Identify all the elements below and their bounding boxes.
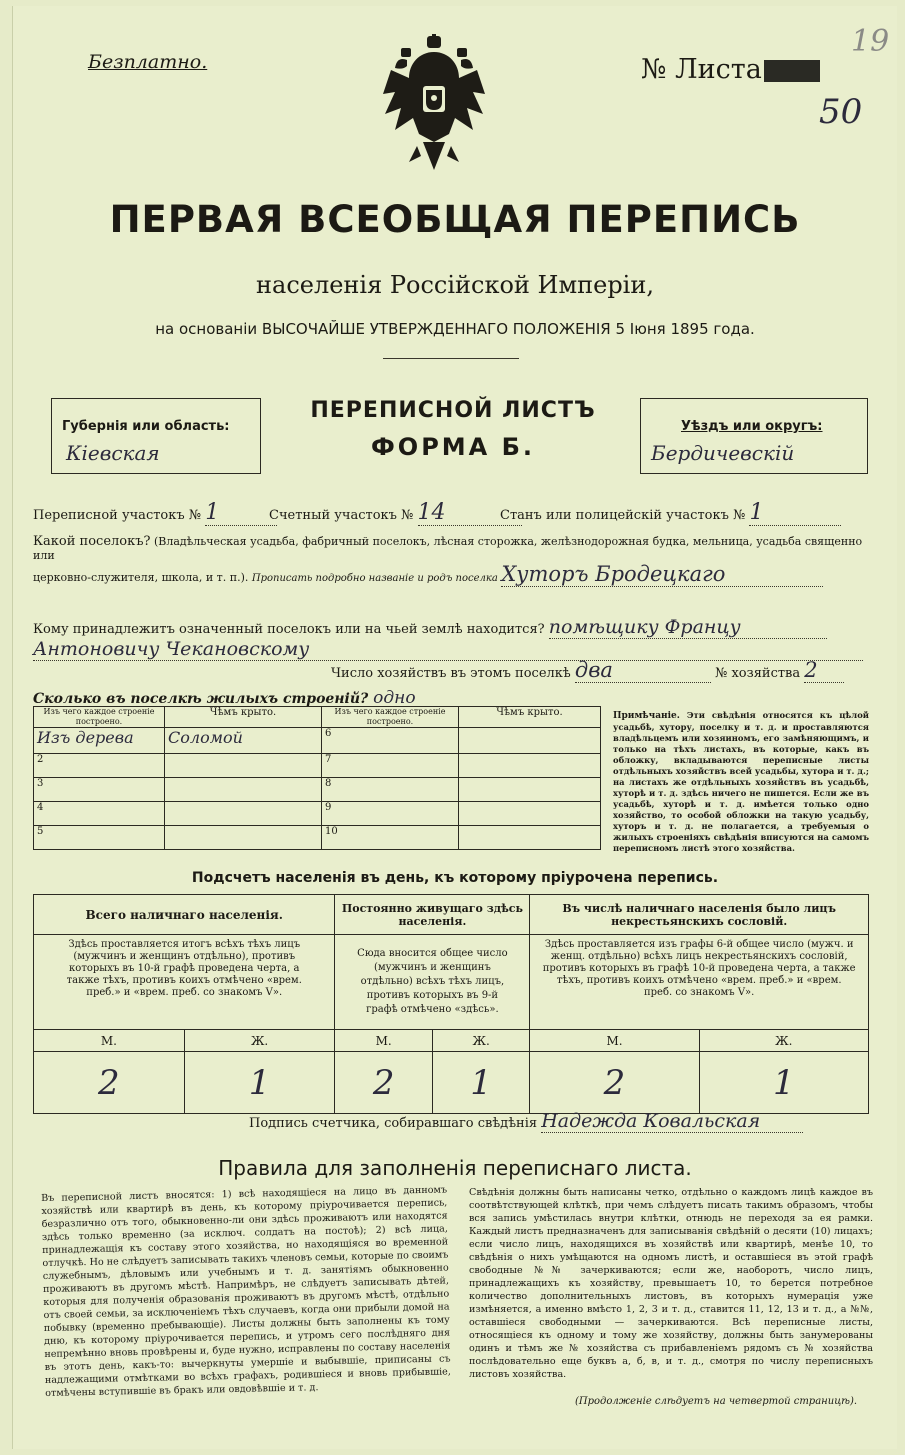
table-row: 7 bbox=[322, 754, 459, 778]
f-label: Ж. bbox=[699, 1030, 868, 1052]
sheet-number-label: № Листа bbox=[641, 54, 820, 85]
settlement-hint: (Владѣльческая усадьба, фабричный поселокъ, лѣсная сторожка, желѣзнодорожная будка, мельница, усадьба священно или bbox=[33, 535, 863, 562]
count-total-m: 2 bbox=[34, 1052, 185, 1114]
rules-continuation: (Продолженіе слѣдуетъ на четвертой страницѣ). bbox=[575, 1396, 858, 1407]
counting-district-value: 14 bbox=[418, 500, 522, 526]
count-nonpeasant-f: 1 bbox=[699, 1052, 868, 1114]
count-col3-text: Здѣсь проставляется изъ графы 6-й общее число (мужч. и женщ. отдѣльно) всѣхъ лицъ некрестьянскихъ сословій, противъ которыхъ въ графѣ 10-й проведена черта, а также тѣхъ, противъ коихъ отмѣчено «врем. преб.» и «врем. преб. со знакомъ V». bbox=[530, 935, 869, 1030]
counting-district-field: Счетный участокъ № 14 bbox=[269, 500, 522, 526]
page-subtitle: населенія Россійской Имперіи, bbox=[256, 271, 654, 299]
table-cell bbox=[459, 802, 601, 826]
rules-heading: Правила для заполненія переписнаго листа. bbox=[218, 1156, 692, 1180]
rules-left-column: Въ переписной листъ вносятся: 1) всѣ находящіеся на лицо въ данномъ хозяйствѣ или квартирѣ въ день, къ которому пріурочивается перепись, безразлично отъ того, обыкновенно-ли они здѣсь проживаютъ или находятся здѣсь только временно (за исключ. солдатъ на постоѣ); 2) всѣ лица, принадлежащія къ составу этого хозяйства, но находящіяся во временной отлучкѣ. Но не слѣдуетъ записывать такихъ членовъ семьи, которые по своимъ служебнымъ, дѣловымъ или учебнымъ и т. д. занятіямъ обыкновенно проживаютъ въ другомъ мѣстѣ. Напримѣръ, не слѣдуетъ записывать дѣтей, которыя для полученія образованія проживаютъ въ другомъ мѣстѣ, отдѣльно отъ своей семьи, за исключеніемъ тѣхъ случаевъ, когда они прибыли домой на побывку (временно пребывающіе). Листы должны быть заполнены къ тому дню, къ которому пріурочивается перепись, и утромъ сего послѣдняго дня непремѣнно вновь провѣрены и, буде нужно, исправлены по составу населенія въ этотъ день, какъ-то: вычеркнуты умершіе и выбывшіе, приписаны съ надлежащими отмѣтками во всѣхъ графахъ, родившіеся и вновь прибывшіе, отмѣчены вступившіе въ бракъ или овдовѣвшіе и т. д. bbox=[41, 1184, 451, 1399]
f-label: Ж. bbox=[184, 1030, 335, 1052]
table-cell: Соломой bbox=[165, 728, 322, 754]
m-label: М. bbox=[34, 1030, 185, 1052]
table-cell bbox=[165, 778, 322, 802]
form-subtitle: ФОРМА Б. bbox=[370, 433, 535, 461]
count-heading: Подсчетъ населенія въ день, къ которому пріурочена перепись. bbox=[191, 870, 719, 886]
table-cell bbox=[165, 802, 322, 826]
table-cell bbox=[459, 826, 601, 850]
count-col1-text: Здѣсь проставляется итогъ всѣхъ тѣхъ лицъ (мужчинъ и женщинъ отдѣльно), противъ которыхъ въ 10-й графѣ проведена черта, а также тѣхъ, противъ коихъ отмѣчено «врем. преб.» и «врем. преб. со знакомъ V». bbox=[34, 935, 335, 1030]
settlement-label: Какой поселокъ? bbox=[33, 534, 151, 549]
census-district-field: Переписной участокъ № 1 bbox=[33, 500, 277, 526]
settlement-field-line2 bbox=[33, 562, 883, 587]
settlement-hint2: церковно-служителя, школа, и т. п.). bbox=[33, 571, 249, 584]
count-permanent-f: 1 bbox=[432, 1052, 529, 1114]
uezd-box bbox=[640, 398, 868, 474]
table-cell bbox=[459, 778, 601, 802]
double-headed-eagle-emblem bbox=[379, 34, 489, 174]
table-row: 8 bbox=[322, 778, 459, 802]
f-label: Ж. bbox=[432, 1030, 529, 1052]
table-cell bbox=[165, 826, 322, 850]
household-no-value: 2 bbox=[804, 658, 844, 683]
table-row: 2 bbox=[34, 754, 165, 778]
m-label: М. bbox=[335, 1030, 432, 1052]
table-row: 4 bbox=[34, 802, 165, 826]
form-title-block bbox=[273, 398, 633, 461]
owner-value-1: помѣщику Францу bbox=[549, 616, 827, 639]
settlement-value: Хуторъ Бродецкаго bbox=[501, 562, 823, 587]
gubernia-box bbox=[51, 398, 261, 474]
gubernia-value: Кіевская bbox=[66, 441, 160, 465]
table-cell bbox=[165, 754, 322, 778]
buildings-label: Сколько въ поселкѣ жилыхъ строеній? bbox=[33, 691, 369, 707]
table-row: 5 bbox=[34, 826, 165, 850]
buildings-field bbox=[33, 688, 416, 708]
buildings-value: одно bbox=[373, 688, 416, 708]
col-header-roof: Чѣмъ крыто. bbox=[165, 707, 322, 728]
col-header-material-2: Изъ чего каждое строеніе построено. bbox=[322, 707, 459, 728]
redaction-mark bbox=[764, 60, 820, 82]
table-row: 3 bbox=[34, 778, 165, 802]
count-col2-text: Сюда вносится общее число (мужчинъ и женщинъ отдѣльно) всѣхъ тѣхъ лицъ, противъ которыхъ въ 9-й графѣ отмѣчено «здѣсь». bbox=[335, 935, 530, 1030]
note-text: Эти свѣдѣнія относятся къ цѣлой усадьбѣ, хутору, поселку и т. д. и проставляются владѣльцемъ или хозяиномъ, его замѣняющимъ, и только на тѣхъ листахъ, въ которые, какъ въ обложку, вкладываются переписные листы отдѣльныхъ хозяйствъ всей усадьбы, хутора и т. д.; на листахъ же отдѣльныхъ хозяйствъ въ усадьбѣ, хуторѣ и т. д. здѣсь ничего не пишется. Если же въ усадьбѣ, хуторѣ и т. д. имѣется только одно хозяйство, то особой обложки на такую усадьбу, хуторъ и т. д. не полагается, а требуемыя о жилыхъ строеніяхъ свѣдѣнія вписуются на самомъ переписномъ листѣ этого хозяйства. bbox=[613, 710, 869, 853]
settlement-field bbox=[33, 534, 883, 562]
note-title: Примѣчаніе. bbox=[613, 711, 680, 721]
owner-label: Кому принадлежитъ означенный поселокъ или на чьей землѣ находится? bbox=[33, 622, 545, 637]
count-permanent-m: 2 bbox=[335, 1052, 432, 1114]
settlement-instruction: Прописать подробно названіе и родъ поселка bbox=[251, 573, 498, 584]
count-nonpeasant-m: 2 bbox=[530, 1052, 699, 1114]
households-value: два bbox=[575, 658, 711, 683]
buildings-note bbox=[613, 710, 869, 854]
count-col1-title: Всего наличнаго населенія. bbox=[34, 895, 335, 935]
census-district-value: 1 bbox=[205, 500, 277, 526]
table-row: 6 bbox=[322, 728, 459, 754]
households-label: Число хозяйствъ въ этомъ поселкѣ bbox=[331, 666, 571, 681]
stan-value: 1 bbox=[749, 500, 841, 526]
col-header-material: Изъ чего каждое строеніе построено. bbox=[34, 707, 165, 728]
free-label: Безплатно. bbox=[88, 51, 208, 73]
signature-field bbox=[249, 1110, 803, 1133]
col-header-roof-2: Чѣмъ крыто. bbox=[459, 707, 601, 728]
m-label: М. bbox=[530, 1030, 699, 1052]
owner-field bbox=[33, 616, 883, 639]
uezd-label: Уѣздъ или округъ: bbox=[681, 419, 823, 434]
count-total-f: 1 bbox=[184, 1052, 335, 1114]
pencil-number: 19 bbox=[851, 24, 890, 59]
page-title: ПЕРВАЯ ВСЕОБЩАЯ ПЕРЕПИСЬ bbox=[109, 198, 801, 241]
divider bbox=[383, 358, 519, 359]
table-row: 9 bbox=[322, 802, 459, 826]
census-sheet bbox=[12, 6, 897, 1449]
household-no-label: № хозяйства bbox=[715, 666, 801, 681]
table-row: 10 bbox=[322, 826, 459, 850]
count-col2-title: Постоянно живущаго здѣсь населенія. bbox=[335, 895, 530, 935]
buildings-table bbox=[33, 706, 601, 850]
population-count-table bbox=[33, 894, 869, 1114]
table-row: Изъ дерева bbox=[34, 728, 165, 754]
gubernia-label: Губернія или область: bbox=[62, 419, 230, 434]
legal-basis: на основаніи ВЫСОЧАЙШЕ УТВЕРЖДЕННАГО ПОЛОЖЕНІЯ 5 Іюня 1895 года. bbox=[155, 320, 755, 338]
table-cell bbox=[459, 754, 601, 778]
count-col3-title: Въ числѣ наличнаго населенія было лицъ некрестьянскихъ сословій. bbox=[530, 895, 869, 935]
rules-right-column: Свѣдѣнія должны быть написаны четко, отдѣльно о каждомъ лицѣ каждое въ соотвѣтствующей клѣткѣ, при чемъ слѣдуетъ писать такимъ образомъ, чтобы вся запись умѣстилась внутри клѣтки, отнюдь не переходя за ея рамки. Каждый листъ предназначенъ для записыванія свѣдѣній о десяти (10) лицахъ; если число лицъ, находящихся въ хозяйствѣ или квартирѣ, менѣе 10, то свѣдѣнія о нихъ умѣщаются на одномъ листѣ, и оставшіеся въ этой графѣ свободные №№ зачеркиваются; если же, наоборотъ, число лицъ, принадлежащихъ къ хозяйству, превышаетъ 10, то берется потребное количество дополнительныхъ листовъ, въ которыхъ нумерація уже измѣняется, а именно вмѣсто 1, 2, 3 и т. д., ставится 11, 12, 13 и т. д., а №№, оставшіеся свободными — зачеркиваются. Всѣ переписные листы, относящіеся къ одному и тому же хозяйству, должны быть занумерованы одинъ и тѣмъ же № хозяйства съ прибавленіемъ рядомъ съ № хозяйства послѣдовательно еще буквъ а, б, в, и т. д., смотря по числу переписныхъ листовъ хозяйства. bbox=[469, 1187, 873, 1380]
owner-value-2: Антоновичу Чекановскому bbox=[33, 638, 863, 661]
form-title: ПЕРЕПИСНОЙ ЛИСТЪ bbox=[310, 398, 596, 423]
signature-value: Надежда Ковальская bbox=[541, 1110, 803, 1133]
uezd-value: Бердичевскій bbox=[651, 441, 795, 465]
households-field bbox=[331, 658, 871, 683]
stan-field: Станъ или полицейскій участокъ № 1 bbox=[500, 500, 841, 526]
table-cell bbox=[459, 728, 601, 754]
signature-label: Подпись счетчика, собиравшаго свѣдѣнія bbox=[249, 1116, 538, 1131]
handwritten-sheet-number: 50 bbox=[819, 92, 863, 132]
